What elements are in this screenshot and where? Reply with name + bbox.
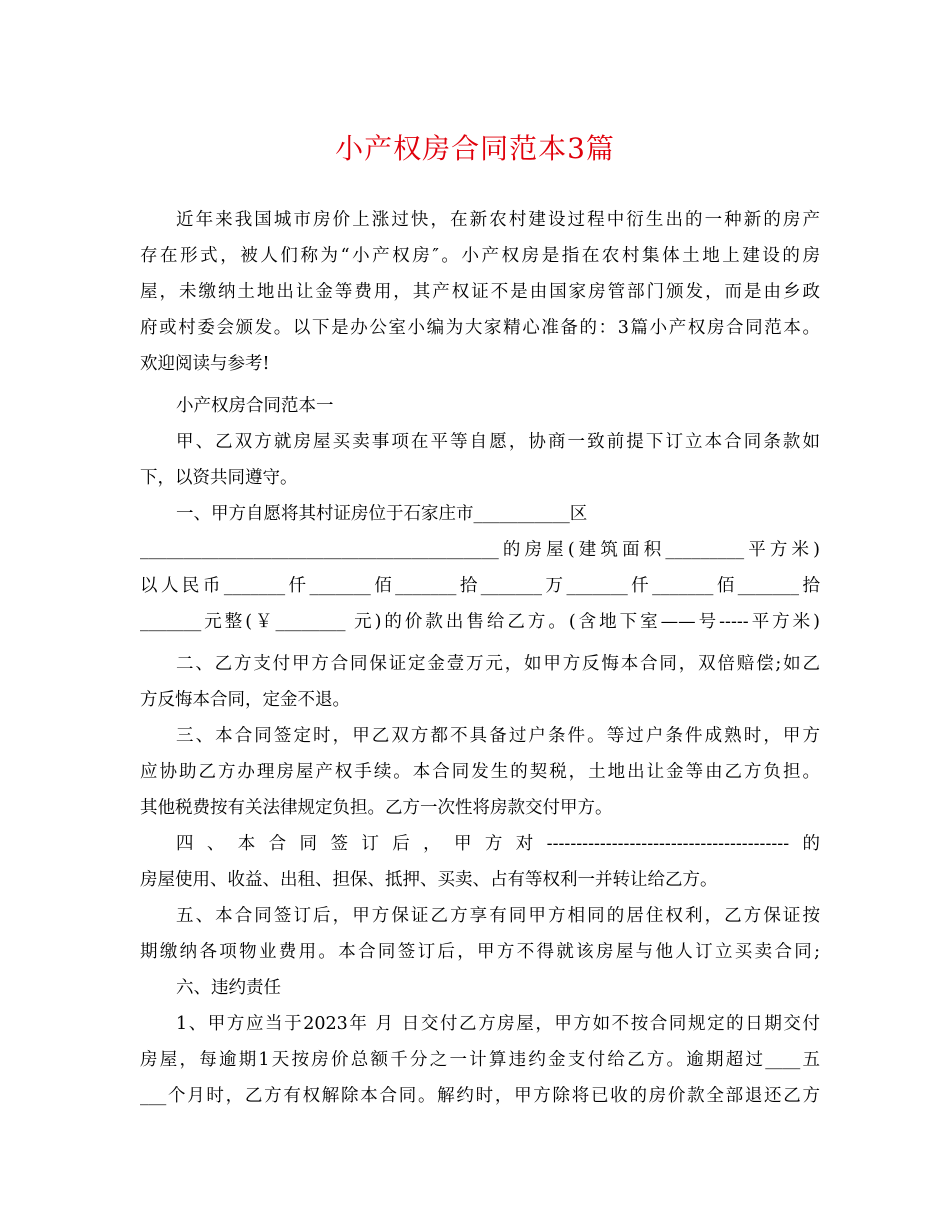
document-title: 小产权房合同范本3篇 [335,132,615,165]
paragraph-line: 府或村委会颁发。以下是办公室小编为大家精心准备的：3篇小产权房合同范本。 [140,318,820,338]
clause-line: 四、本合同签订后，甲方对-----------------------------------------的 [176,834,820,854]
paragraph-line: 甲、乙双方就房屋买卖事项在平等自愿，协商一致前提下订立本合同条款如 [176,432,820,452]
clause-line: 期缴纳各项物业费用。本合同签订后，甲方不得就该房屋与他人订立买卖合同; [140,942,820,962]
clause-line: 1、甲方应当于2023年 月 日交付乙方房屋，甲方如不按合同规定的日期交付 [176,1014,820,1034]
paragraph-line: 屋，未缴纳土地出让金等费用，其产权证不是由国家房管部门颁发，而是由乡政 [140,282,820,302]
clause-line: ___个月时，乙方有权解除本合同。解约时，甲方除将已收的房价款全部退还乙方 [140,1086,820,1106]
clause-line: 其他税费按有关法律规定负担。乙方一次性将房款交付甲方。 [140,798,613,818]
paragraph-line: 下，以资共同遵守。 [140,468,298,488]
section-heading: 小产权房合同范本一 [176,396,334,416]
clause-line: 二、乙方支付甲方合同保证定金壹万元，如甲方反悔本合同，双倍赔偿;如乙 [176,654,820,674]
paragraph-line: 近年来我国城市房价上涨过快，在新农村建设过程中衍生出的一种新的房产 [176,210,820,230]
paragraph-line: 存在形式，被人们称为“小产权房″。小产权房是指在农村集体土地上建设的房 [140,246,820,266]
paragraph-line: 欢迎阅读与参考! [140,354,270,374]
clause-line: 应协助乙方办理房屋产权手续。本合同发生的契税，土地出让金等由乙方负担。 [140,762,820,782]
clause-heading: 六、违约责任 [176,978,281,998]
clause-line: _________________________________________的房屋(建筑面积_________平方米) [140,540,820,560]
clause-line: _______元整(￥________ 元)的价款出售给乙方。(含地下室——号-----平方米) [140,612,820,632]
clause-line: 一、甲方自愿将其村证房位于石家庄市___________区 [176,504,588,524]
clause-line: 房屋使用、收益、出租、担保、抵押、买卖、占有等权利一并转让给乙方。 [140,870,718,890]
clause-line: 房屋，每逾期1天按房价总额千分之一计算违约金支付给乙方。逾期超过____五 [140,1050,820,1070]
clause-line: 三、本合同签定时，甲乙双方都不具备过户条件。等过户条件成熟时，甲方 [176,726,820,746]
clause-line: 以人民币_______仟_______佰_______拾_______万_______仟_______佰_______拾 [140,576,820,596]
clause-line: 方反悔本合同，定金不退。 [140,690,350,710]
clause-line: 五、本合同签订后，甲方保证乙方享有同甲方相同的居住权利，乙方保证按 [176,906,820,926]
